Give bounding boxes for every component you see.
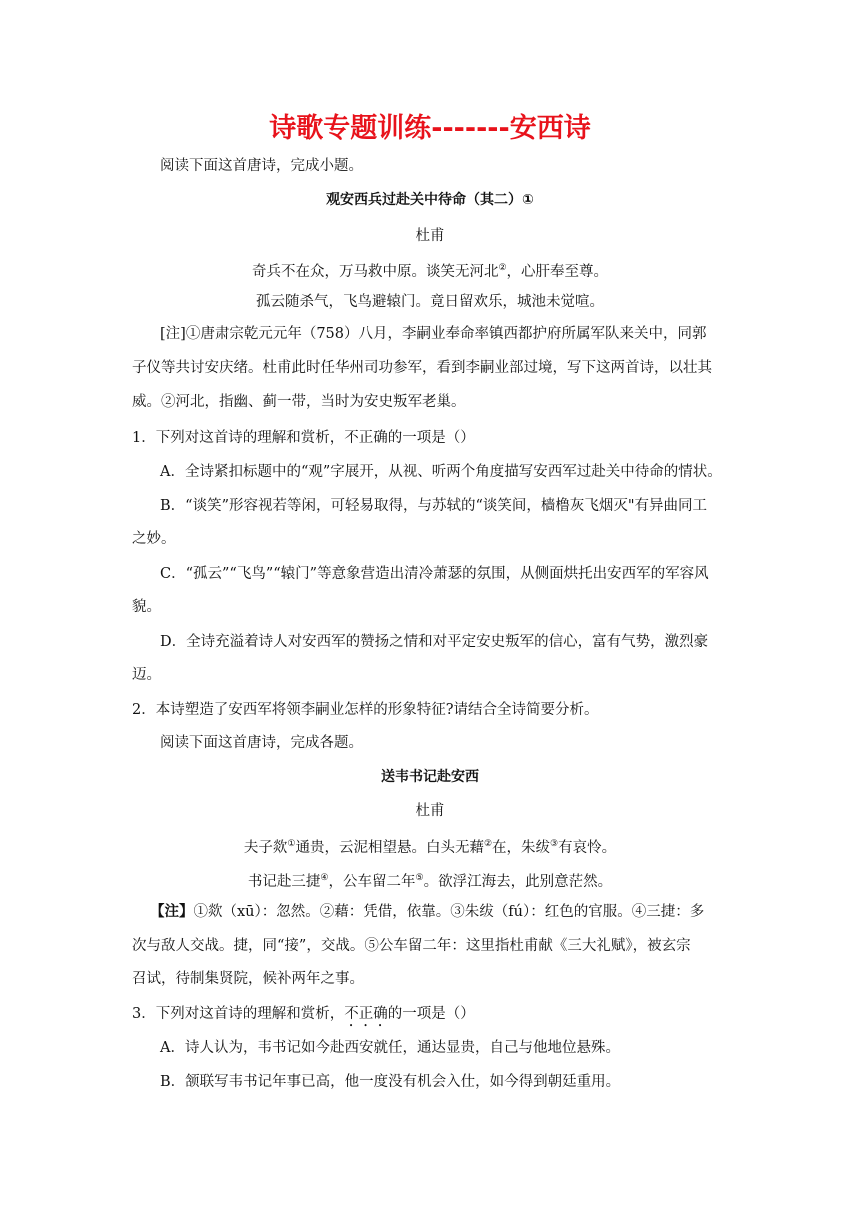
section1-intro: 阅读下面这首唐诗，完成小题。 [160,158,363,174]
q3-option-b: B．颔联写韦书记年事已高，他一度没有机会入仕，如今得到朝廷重用。 [160,1074,621,1090]
q1-option-d: D．全诗充溢着诗人对安西军的赞扬之情和对平定安史叛军的信心，富有气势，激烈豪 [160,634,709,650]
q1-option-c-cont: 貌。 [132,599,161,615]
poem2-line1 [0,834,860,858]
q3-text-a: 3．下列对这首诗的理解和赏析， [132,1006,345,1022]
poem2-title: 送韦书记赴安西 [381,769,479,785]
q1-option-b: B．“谈笑”形容视若等闲，可轻易取得，与苏轼的“谈笑间，樯橹灰飞烟灭"有异曲同工 [160,498,708,514]
poem2-author: 杜甫 [415,803,445,819]
poem1-title: 观安西兵过赴关中待命（其二）① [326,192,534,208]
poem2-line2 [0,868,860,892]
poem1-line1-b: ，心肝奉至尊。 [506,263,609,280]
document-title: 诗歌专题训练-------安西诗 [269,113,591,144]
poem2-line1-a: 夫子欻 [243,839,288,856]
q1-option-d-cont: 迈。 [132,667,161,683]
poem2-line2-a: 书记赴三捷 [247,873,321,890]
footnote-marker: ② [483,839,493,849]
footnote-marker: ② [498,263,507,273]
poem2-note-line: 次与敌人交战。捷，同“接”，交战。⑤公车留二年：这里指杜甫献《三大礼赋》，被玄宗 [132,938,691,954]
poem2-line1-c: 在，朱绂 [492,839,551,856]
poem2-note-line [150,902,704,922]
poem1-note-line: 子仪等共讨安庆绪。杜甫此时任华州司功参军，看到李嗣业部过境，写下这两首诗，以壮其 [132,360,712,376]
question-2: 2．本诗塑造了安西军将领李嗣业怎样的形象特征?请结合全诗简要分析。 [132,702,599,718]
footnote-marker: ① [287,839,296,849]
poem2-note-line: 召试，待制集贤院，候补两年之事。 [132,971,364,987]
question-1: 1．下列对这首诗的理解和赏析，不正确的一项是（） [132,430,475,446]
poem2-line2-c: 。欲浮江海去，此别意茫然。 [423,873,613,890]
footnote-marker: ④ [320,873,329,883]
note-label: 【注】 [150,903,194,920]
footnote-marker: ③ [550,839,559,849]
footnote-marker: ⑤ [415,873,424,883]
poem1-line2: 孤云随杀气，飞鸟避辕门。竟日留欢乐，城池未觉喧。 [256,294,604,310]
q3-option-a: A．诗人认为，韦书记如今赴西安就任，通达显贵，自己与他地位悬殊。 [160,1040,620,1056]
q1-option-c: C．“孤云”“飞鸟”“辕门”等意象营造出清冷萧瑟的氛围，从侧面烘托出安西军的军容风 [160,566,709,582]
poem1-note-line: [注]①唐肃宗乾元元年（758）八月，李嗣业奉命率镇西都护府所属军队来关中，同郭 [160,326,707,342]
question-3 [132,1004,475,1030]
poem2-line1-d: 有哀怜。 [558,839,617,856]
section2-intro: 阅读下面这首唐诗，完成各题。 [160,735,363,751]
q1-option-b-cont: 之妙。 [132,531,176,547]
poem2-line2-b: ，公车留二年 [328,873,416,890]
poem1-author: 杜甫 [415,228,445,244]
q1-option-a: A．全诗紧扣标题中的“观”字展开，从视、听两个角度描写安西军过赴关中待命的情状。 [160,464,722,480]
poem1-line1-a: 奇兵不在众，万马救中原。谈笑无河北 [251,263,499,280]
poem1-note-line: 威。②河北，指幽、蓟一带，当时为安史叛军老巢。 [132,394,466,410]
q3-emphasis: 不正确 [344,1006,388,1022]
poem1-line1 [0,258,860,282]
poem2-line1-b: 通贵，云泥相望悬。白头无藉 [295,839,484,856]
note-text: ①欻（xū）：忽然。②藉：凭借，依靠。③朱绂（fú）：红色的官服。④三捷：多 [193,904,705,920]
q3-text-b: 的一项是（） [387,1006,475,1022]
